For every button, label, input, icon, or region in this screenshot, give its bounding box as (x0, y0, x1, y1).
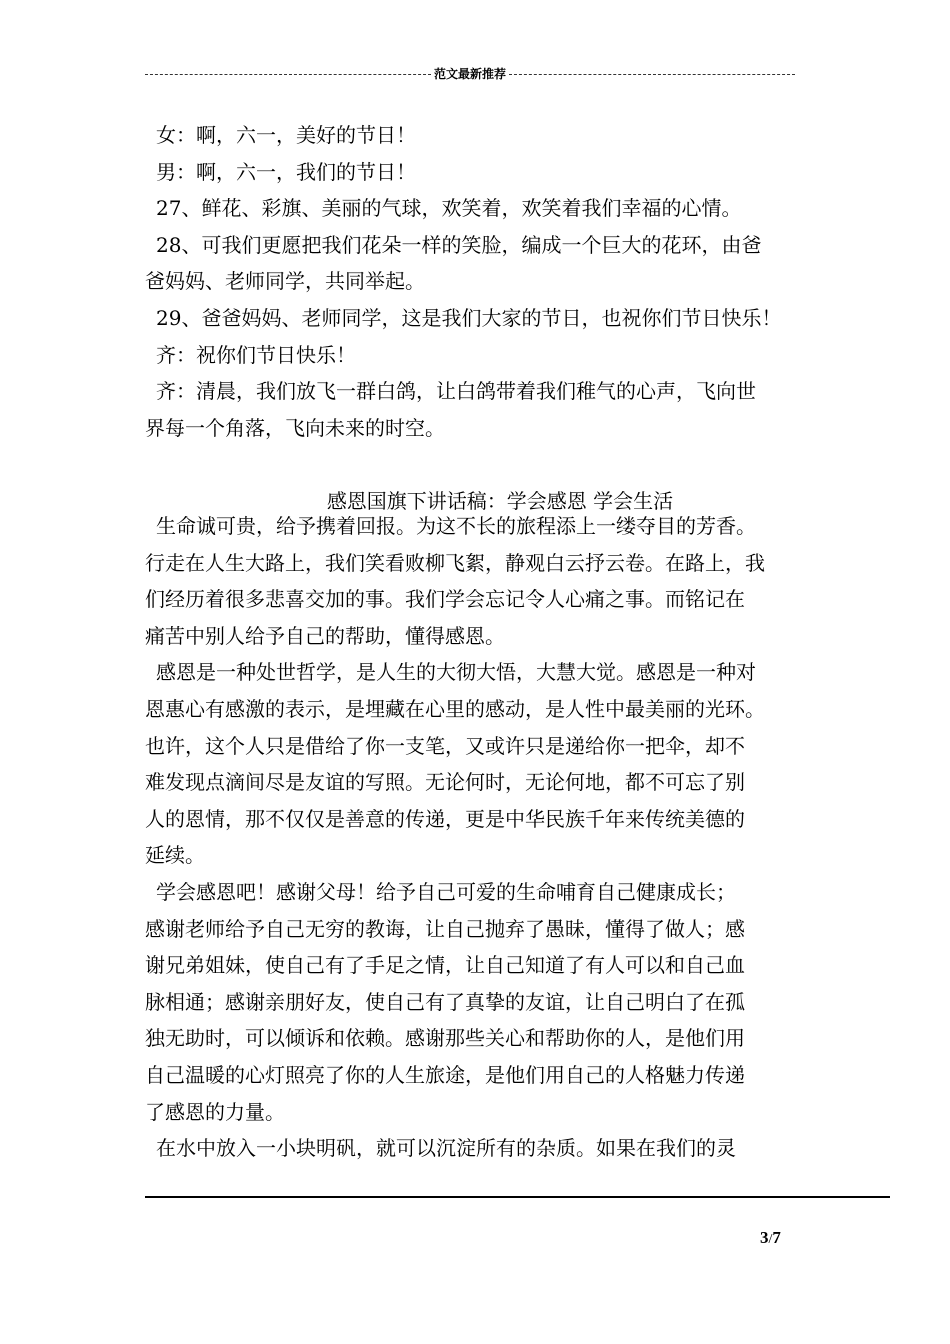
text-line: 29、爸爸妈妈、老师同学，这是我们大家的节日，也祝你们节日快乐！ (156, 305, 782, 330)
text-line: 爸妈妈、老师同学，共同举起。 (145, 269, 425, 294)
body-line: 在水中放入一小块明矾，就可以沉淀所有的杂质。如果在我们的灵 (156, 1136, 736, 1161)
speech-body (145, 508, 815, 1167)
body-line: 学会感恩吧！感谢父母！给予自己可爱的生命哺育自己健康成长； (156, 879, 736, 904)
body-line: 自己温暖的心灯照亮了你的人生旅途，是他们用自己的人格魅力传递 (145, 1062, 745, 1087)
body-line: 了感恩的力量。 (145, 1099, 285, 1124)
text-line: 女：啊，六一，美好的节日！ (156, 123, 416, 147)
body-line: 行走在人生大路上，我们笑看败柳飞絮，静观白云抒云卷。在路上，我 (145, 550, 765, 575)
body-line: 难发现点滴间尽是友谊的写照。无论何时，无论何地，都不可忘了别 (145, 770, 745, 795)
header-dash-left (145, 74, 431, 75)
body-line: 脉相通；感谢亲朋好友，使自己有了真挚的友谊，让自己明白了在孤 (145, 989, 745, 1014)
header-title: 范文最新推荐 (434, 67, 507, 81)
body-line: 谢兄弟姐妹，使自己有了手足之情，让自己知道了有人可以和自己血 (145, 953, 745, 978)
footer-rule (145, 1196, 890, 1198)
text-line: 齐：祝你们节日快乐！ (156, 342, 356, 367)
body-line: 感恩是一种处世哲学，是人生的大彻大悟，大慧大觉。感恩是一种对 (156, 660, 756, 685)
body-line: 们经历着很多悲喜交加的事。我们学会忘记令人心痛之事。而铭记在 (145, 587, 745, 612)
header-dash-right (509, 74, 795, 75)
text-line: 男：啊，六一，我们的节日！ (156, 159, 416, 184)
body-line: 痛苦中别人给予自己的帮助，懂得感恩。 (145, 623, 505, 648)
page-header (145, 66, 795, 82)
text-line: 界每一个角落，飞向未来的时空。 (145, 415, 445, 440)
text-line: 齐：清晨，我们放飞一群白鸽，让白鸽带着我们稚气的心声，飞向世 (156, 379, 756, 404)
page-current: 3 (760, 1228, 769, 1247)
section-title: 感恩国旗下讲话稿：学会感恩 学会生活 (326, 488, 674, 513)
body-line: 生命诚可贵，给予携着回报。为这不长的旅程添上一缕夺目的芳香。 (156, 514, 756, 538)
page-total: 7 (772, 1228, 781, 1247)
body-line: 恩惠心有感激的表示，是埋藏在心里的感动，是人性中最美丽的光环。 (145, 696, 765, 721)
dialogue-block (145, 117, 815, 520)
body-line: 感谢老师给予自己无穷的教诲，让自己抛弃了愚昧，懂得了做人；感 (145, 916, 745, 941)
text-line: 28、可我们更愿把我们花朵一样的笑脸，编成一个巨大的花环，由爸 (156, 232, 762, 257)
body-line: 延续。 (145, 843, 205, 868)
text-line: 27、鲜花、彩旗、美丽的气球，欢笑着，欢笑着我们幸福的心情。 (156, 196, 742, 221)
blank-line (145, 446, 815, 483)
body-line: 人的恩情，那不仅仅是善意的传递，更是中华民族千年来传统美德的 (145, 806, 745, 831)
page-separator: / (768, 1232, 773, 1247)
body-line: 也许，这个人只是借给了你一支笔，又或许只是递给你一把伞，却不 (145, 733, 745, 758)
page-number (760, 1228, 781, 1248)
body-line: 独无助时，可以倾诉和依赖。感谢那些关心和帮助你的人，是他们用 (145, 1026, 745, 1051)
